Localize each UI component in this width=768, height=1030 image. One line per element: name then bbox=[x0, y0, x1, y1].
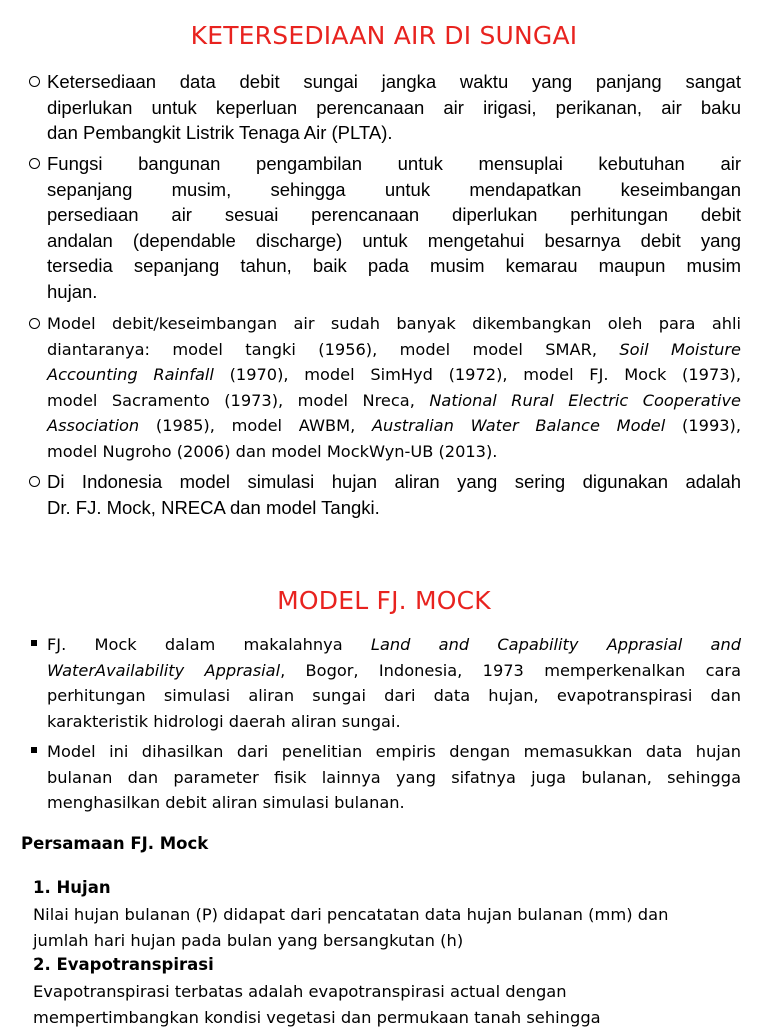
text-line: jumlah hari hujan pada bulan yang bersangkutan (h) bbox=[33, 928, 753, 954]
text-line: sepanjang musim, sehingga untuk mendapatkan keseimbangan bbox=[47, 177, 741, 203]
text-line: tersedia sepanjang tahun, baik pada musim kemarau maupun musim bbox=[47, 253, 741, 279]
circle-bullet-icon bbox=[29, 318, 40, 329]
italic-text-run: WaterAvailability Apprasial bbox=[47, 661, 280, 680]
section-title-model-fj-mock: MODEL FJ. MOCK bbox=[0, 586, 768, 615]
italic-text-run: National Rural Electric Cooperative bbox=[429, 391, 741, 410]
subheading-evapotranspirasi: 2. Evapotranspirasi bbox=[33, 955, 214, 974]
text-line: Fungsi bangunan pengambilan untuk mensuplai kebutuhan air bbox=[47, 151, 741, 177]
list-item bbox=[47, 69, 741, 146]
text-line bbox=[47, 388, 741, 414]
text-line: menghasilkan debit aliran simulasi bulanan. bbox=[47, 790, 741, 816]
subheading-hujan: 1. Hujan bbox=[33, 878, 111, 897]
square-bullet-icon bbox=[31, 640, 37, 646]
text-line: Ketersediaan data debit sungai jangka waktu yang panjang sangat bbox=[47, 69, 741, 95]
text-line: mempertimbangkan kondisi vegetasi dan permukaan tanah sehingga bbox=[33, 1005, 753, 1030]
list-item bbox=[47, 632, 741, 734]
text-line: persediaan air sesuai perencanaan diperlukan perhitungan debit bbox=[47, 202, 741, 228]
text-line: Model ini dihasilkan dari penelitian empiris dengan memasukkan data hujan bbox=[47, 739, 741, 765]
list-item bbox=[47, 469, 741, 520]
text-run: model Sacramento (1973), model Nreca, bbox=[47, 391, 429, 410]
paragraph-evapotranspirasi bbox=[33, 979, 753, 1030]
text-line: Dr. FJ. Mock, NRECA dan model Tangki. bbox=[47, 495, 741, 521]
list-item bbox=[47, 311, 741, 464]
text-line: Evapotranspirasi terbatas adalah evapotranspirasi actual dengan bbox=[33, 979, 753, 1005]
text-line: perhitungan simulasi aliran sungai dari data hujan, evapotranspirasi dan bbox=[47, 683, 741, 709]
heading-persamaan: Persamaan FJ. Mock bbox=[21, 834, 208, 853]
text-line bbox=[47, 362, 741, 388]
text-line: dan Pembangkit Listrik Tenaga Air (PLTA). bbox=[47, 120, 741, 146]
square-bullet-icon bbox=[31, 747, 37, 753]
text-line: karakteristik hidrologi daerah aliran sungai. bbox=[47, 709, 741, 735]
text-line bbox=[47, 413, 741, 439]
italic-text-run: Association bbox=[47, 416, 139, 435]
text-line bbox=[47, 658, 741, 684]
text-run: (1970), model SimHyd (1972), model FJ. Mock (1973), bbox=[214, 365, 741, 384]
italic-text-run: Land and Capability Apprasial and bbox=[371, 635, 741, 654]
text-line bbox=[47, 632, 741, 658]
paragraph-hujan bbox=[33, 902, 753, 953]
text-line: Model debit/keseimbangan air sudah banyak dikembangkan oleh para ahli bbox=[47, 311, 741, 337]
text-line bbox=[47, 337, 741, 363]
text-run: (1985), model AWBM, bbox=[139, 416, 372, 435]
text-line: Di Indonesia model simulasi hujan aliran yang sering digunakan adalah bbox=[47, 469, 741, 495]
text-run: , Bogor, Indonesia, 1973 memperkenalkan cara bbox=[280, 661, 741, 680]
italic-text-run: Soil Moisture bbox=[619, 340, 741, 359]
text-line: andalan (dependable discharge) untuk mengetahui besarnya debit yang bbox=[47, 228, 741, 254]
text-line: Nilai hujan bulanan (P) didapat dari pencatatan data hujan bulanan (mm) dan bbox=[33, 902, 753, 928]
italic-text-run: Accounting Rainfall bbox=[47, 365, 214, 384]
text-run: diantaranya: model tangki (1956), model model SMAR, bbox=[47, 340, 619, 359]
text-run: FJ. Mock dalam makalahnya bbox=[47, 635, 371, 654]
section-title-ketersediaan: KETERSEDIAAN AIR DI SUNGAI bbox=[0, 21, 768, 50]
circle-bullet-icon bbox=[29, 158, 40, 169]
list-item bbox=[47, 739, 741, 816]
italic-text-run: Australian Water Balance Model bbox=[372, 416, 665, 435]
circle-bullet-icon bbox=[29, 76, 40, 87]
text-line: model Nugroho (2006) dan model MockWyn-UB (2013). bbox=[47, 439, 741, 465]
text-run: (1993), bbox=[665, 416, 741, 435]
text-line: bulanan dan parameter fisik lainnya yang sifatnya juga bulanan, sehingga bbox=[47, 765, 741, 791]
list-item bbox=[47, 151, 741, 304]
circle-bullet-icon bbox=[29, 476, 40, 487]
text-line: hujan. bbox=[47, 279, 741, 305]
text-line: diperlukan untuk keperluan perencanaan air irigasi, perikanan, air baku bbox=[47, 95, 741, 121]
